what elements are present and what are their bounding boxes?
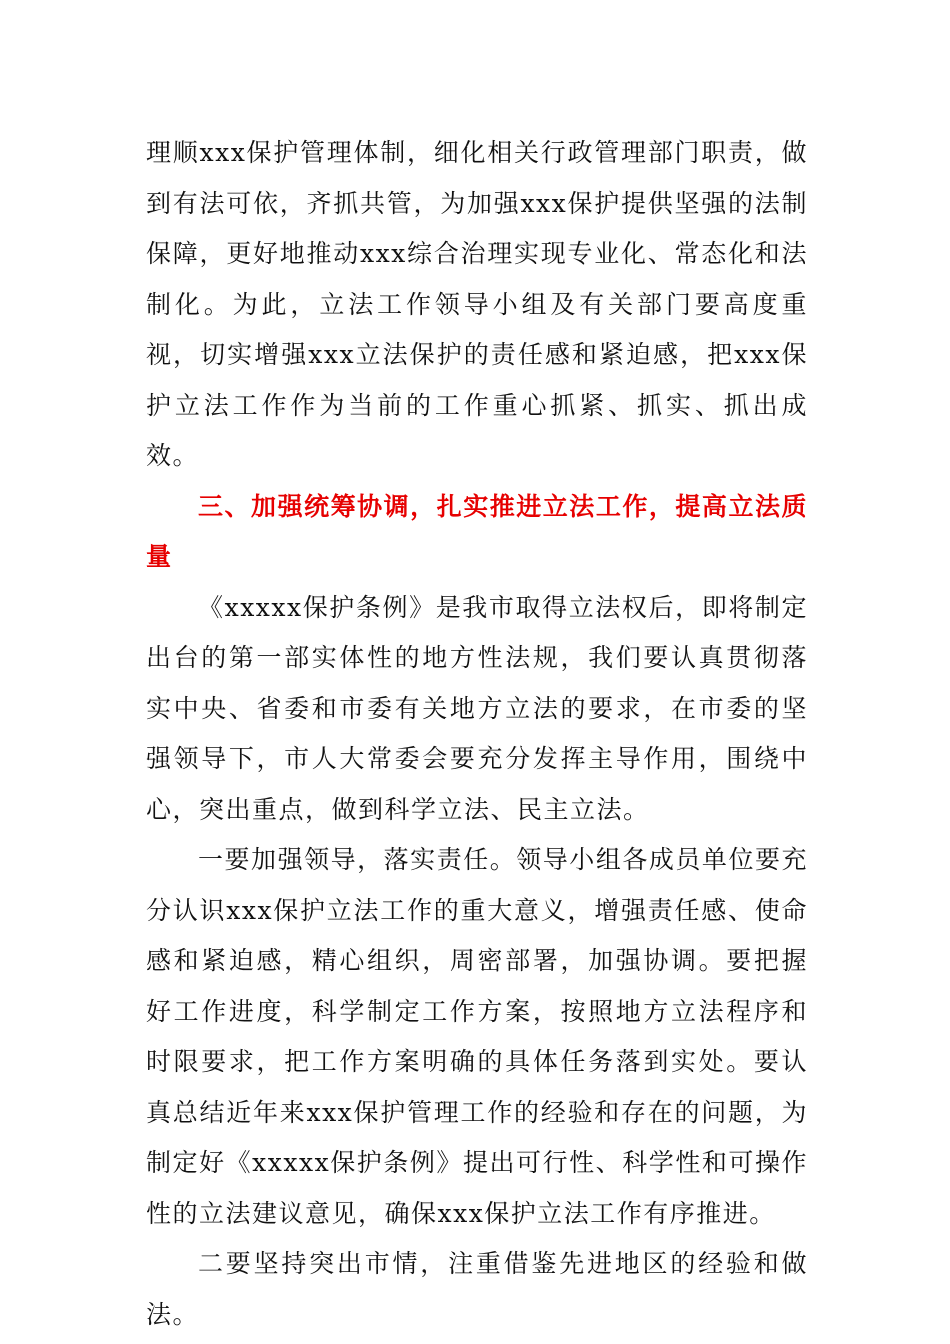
paragraph-point-two: 二要坚持突出市情，注重借鉴先进地区的经验和做法。: [146, 1249, 808, 1329]
document-body: [146, 128, 808, 1340]
paragraph-point-one: 一要加强领导，落实责任。领导小组各成员单位要充分认识xxx保护立法工作的重大意义，增强责任感、使命感和紧迫感，精心组织，周密部署，加强协调。要把握好工作进度，科学制定工作方案，按照地方立法程序和时限要求，把工作方案明确的具体任务落到实处。要认真总结近年来xxx保护管理工作的经验和存在的问题，为制定好《xxxxx保护条例》提出可行性、科学性和可操作性的立法建议意见，确保xxx保护立法工作有序推进。: [146, 845, 808, 1228]
section-heading-3: 三、加强统筹协调，扎实推进立法工作，提高立法质量: [146, 491, 808, 571]
paragraph-continuation: 理顺xxx保护管理体制，细化相关行政管理部门职责，做到有法可依，齐抓共管，为加强xxx保护提供坚强的法制保障，更好地推动xxx综合治理实现专业化、常态化和法制化。为此，立法工作领导小组及有关部门要高度重视，切实增强xxx立法保护的责任感和紧迫感，把xxx保护立法工作作为当前的工作重心抓紧、抓实、抓出成效。: [146, 138, 808, 470]
paragraph-regulation-intro: 《xxxxx保护条例》是我市取得立法权后，即将制定出台的第一部实体性的地方性法规，我们要认真贯彻落实中央、省委和市委有关地方立法的要求，在市委的坚强领导下，市人大常委会要充分发挥主导作用，围绕中心，突出重点，做到科学立法、民主立法。: [146, 592, 808, 824]
